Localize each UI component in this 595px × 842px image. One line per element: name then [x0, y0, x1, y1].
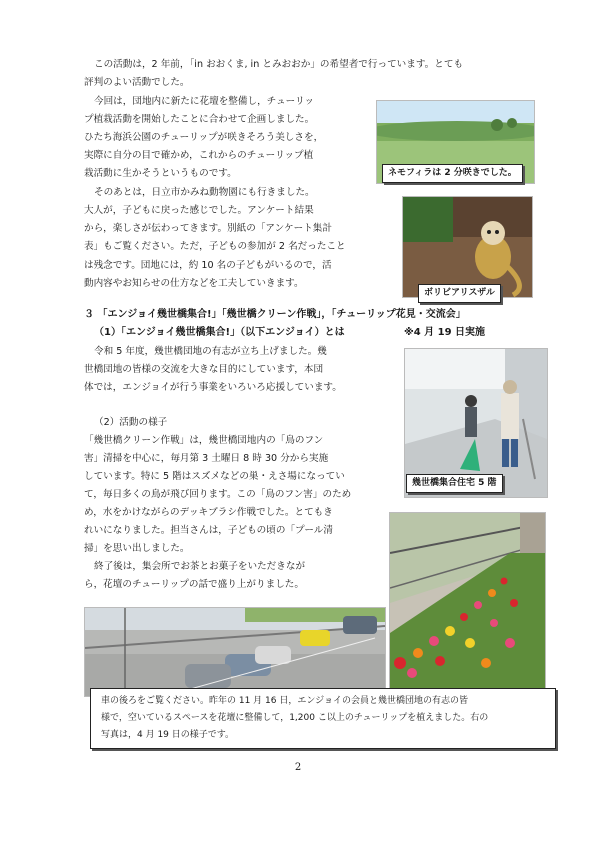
section3-heading: ３ 「エンジョイ幾世橋集合!」「幾世橋クリーン作戦」，「チューリップ花見・交流会」	[84, 309, 466, 320]
sub2-line: 「幾世橋クリーン作戦」は，幾世橋団地内の「鳥のフン	[84, 435, 324, 446]
monkey-photo	[402, 196, 533, 298]
page-number: 2	[294, 762, 302, 773]
intro-line: 動内容やお知らせの仕方などを工夫していきます。	[84, 278, 304, 289]
monkey-caption: ボリビアリスザル	[418, 284, 501, 303]
bottom-caption-line: 様で，空いているスペースを花壇に整備して，1,200 こ以上のチューリップを植えました。右の	[101, 713, 489, 723]
intro-line: ひたち海浜公園のチューリップが咲きそろう美しさを，	[84, 132, 324, 143]
nemophila-caption: ネモフィラは 2 分咲きでした。	[382, 164, 523, 183]
intro-line: は残念です。団地には，約 10 名の子どもがいるので，活	[84, 260, 332, 271]
intro-line: から，楽しさが伝わってきます。別紙の「アンケート集計	[84, 223, 332, 234]
parking-lot-photo	[84, 607, 386, 697]
tulips-photo	[389, 512, 546, 692]
sub1-line: 令和 5 年度，幾世橋団地の有志が立ち上げました。幾	[94, 346, 327, 357]
bottom-caption-line: 写真は，4 月 19 日の様子です。	[101, 730, 235, 740]
sub2-line: て，毎日多くの鳥が飛び回ります。この「鳥のフン害」のため	[84, 489, 352, 500]
intro-line: 栽活動に生かそうというものです。	[84, 168, 237, 179]
sub2-line: ら，花壇のチューリップの話で盛り上がりました。	[84, 579, 304, 590]
sub1-line: 世橋団地の皆様の交流を大きな目的にしています，本団	[84, 364, 324, 375]
bottom-caption-line: 車の後ろをご覧ください。昨年の 11 月 16 日，エンジョイの会員と幾世橋団地の有志の皆	[101, 696, 468, 706]
intro-line: 表」もご覧ください。ただ，子どもの参加が 2 名だったこと	[84, 241, 346, 252]
sub2-line: れいになりました。担当さんは，子どもの頃の「プール清	[84, 525, 333, 536]
section3-sub1-title: （1）「エンジョイ幾世橋集合!」（以下エンジョイ）とは	[94, 327, 345, 338]
section3-sub1-note: ※4 月 19 日実施	[404, 327, 486, 338]
intro-line: 実際に自分の目で確かめ，これからのチューリップ植	[84, 150, 314, 161]
intro-line: 評判のよい活動でした。	[84, 77, 190, 88]
intro-line: そのあとは，日立市かみね動物園にも行きました。	[94, 187, 315, 198]
intro-line: この活動は，2 年前，「in おおくま, in とみおおか」の希望者で行っています。とても	[94, 59, 464, 70]
apartment-caption: 幾世橋集合住宅 5 階	[406, 474, 503, 493]
intro-line: プ植栽活動を開始したことに合わせて企画しました。	[84, 114, 315, 125]
intro-line: 今回は，団地内に新たに花壇を整備し，チューリッ	[94, 96, 314, 107]
bottom-caption	[90, 688, 556, 749]
sub2-line: 終了後は，集会所でお茶とお菓子をいただきなが	[94, 561, 306, 572]
sub2-line: しています。特に 5 階はスズメなどの巣・えさ場になってい	[84, 471, 345, 482]
sub2-line: 掃」を思い出しました。	[84, 543, 190, 554]
sub2-line: 害」清掃を中心に，毎月第 3 土曜日 8 時 30 分から実施	[84, 453, 329, 464]
sub2-line: め，水をかけながらのデッキブラシ作戦でした。とてもき	[84, 507, 333, 518]
intro-line: 大人が，子どもに戻った感じでした。アンケート結果	[84, 205, 314, 216]
sub1-line: 体では，エンジョイが行う事業をいろいろ応援しています。	[84, 382, 342, 393]
section3-sub2-title: （2）活動の様子	[94, 417, 168, 428]
